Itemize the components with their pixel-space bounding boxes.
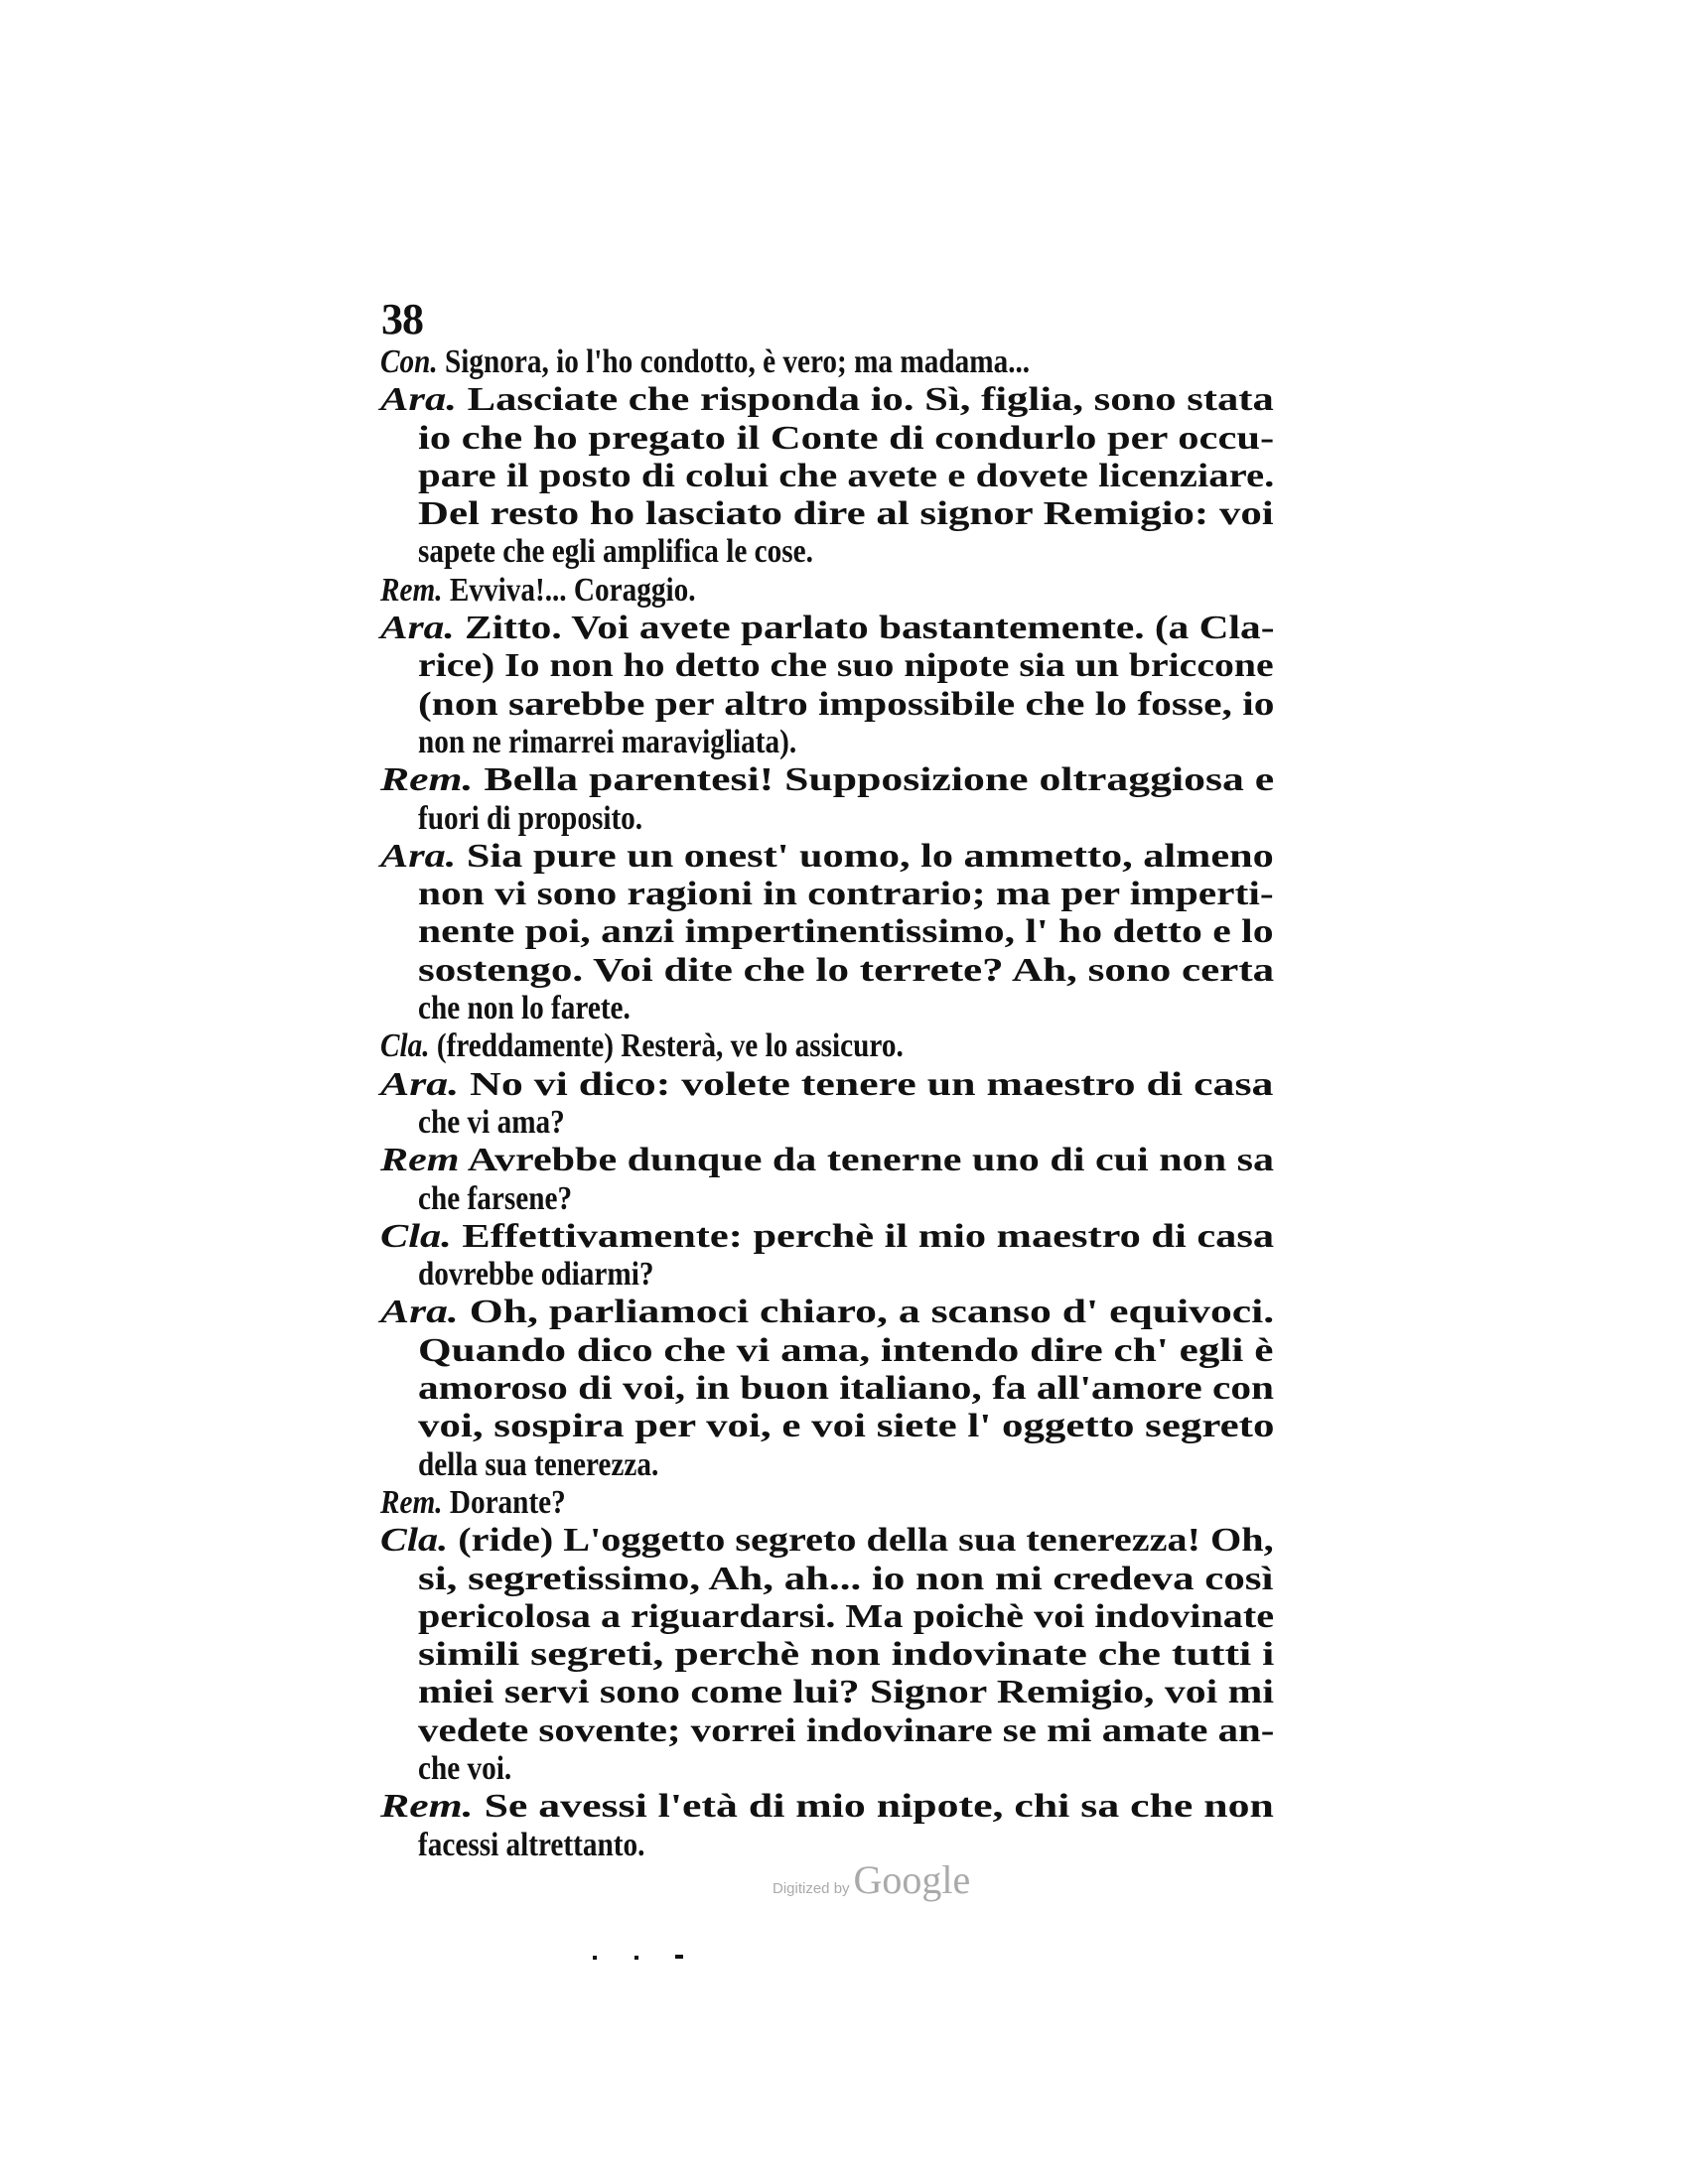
line-text: non vi sono ragioni in contrario; ma per imperti- — [418, 876, 1274, 913]
speech-first-line — [380, 610, 1274, 647]
speech — [380, 610, 1274, 761]
line-text: simili segreti, perchè non indovinate che tutti i — [418, 1636, 1275, 1674]
line-text: rice) Io non ho detto che suo nipote sia un briccone — [418, 647, 1274, 685]
speech-first-line — [380, 1027, 904, 1065]
line-text: (non sarebbe per altro impossibile che lo fosse, io — [418, 685, 1275, 723]
speech — [380, 1218, 1274, 1295]
speech-first-line — [380, 838, 1274, 876]
line-text: facessi altrettanto. — [418, 1826, 645, 1863]
line-text: Evviva!... Coraggio. — [449, 571, 696, 609]
speaker-label: Ara. — [380, 610, 455, 647]
speaker-label: Ara. — [380, 381, 457, 419]
line-text: Effettivamente: perchè il mio maestro di casa — [462, 1217, 1275, 1255]
line-text: fuori di proposito. — [418, 799, 643, 837]
line-text: nente poi, anzi impertinentissimo, l' ho detto e lo — [418, 913, 1274, 951]
speech-line — [418, 1256, 653, 1294]
line-text: che voi. — [418, 1749, 512, 1787]
line-text: No vi dico: volete tenere un maestro di casa — [470, 1065, 1274, 1103]
speaker-label: Cla. — [380, 1027, 430, 1065]
speech-line — [418, 1712, 1274, 1750]
speech — [380, 1484, 1274, 1522]
watermark-prefix: Digitized by — [773, 1880, 850, 1897]
speech — [380, 1522, 1274, 1788]
speech — [380, 1788, 1274, 1864]
speech-line — [418, 913, 1274, 951]
speech — [380, 761, 1274, 838]
speaker-label: Rem — [380, 1142, 460, 1179]
speech-first-line — [380, 1066, 1273, 1104]
speech-line — [418, 800, 642, 838]
speech-line — [418, 1561, 1273, 1598]
line-text: (ride) L'oggetto segreto della sua tenerezza! Oh, — [458, 1522, 1274, 1560]
speaker-label: Cla. — [380, 1217, 452, 1255]
speech-line — [418, 458, 1274, 495]
scan-speck — [634, 1956, 638, 1960]
speech — [380, 572, 1274, 610]
line-text: sapete che egli amplifica le cose. — [418, 533, 813, 571]
speech — [380, 1027, 1274, 1065]
line-text: vedete sovente; vorrei indovinare se mi amate an- — [418, 1711, 1275, 1749]
line-text: Bella parentesi! Supposizione oltraggiosa e — [484, 761, 1275, 799]
line-text: che vi ama? — [418, 1103, 565, 1141]
line-text: miei servi sono come lui? Signor Remigio, voi mi — [418, 1674, 1274, 1711]
speech-line — [418, 1674, 1274, 1711]
line-text: sostengo. Voi dite che lo terrete? Ah, sono certa — [418, 951, 1275, 989]
line-text: che non lo farete. — [418, 990, 631, 1027]
speech-line — [418, 420, 1274, 458]
speech-line — [418, 686, 1275, 724]
speech-line — [418, 1408, 1274, 1445]
speech-first-line — [380, 1142, 1274, 1179]
speech-first-line — [380, 572, 696, 610]
play-text — [380, 343, 1274, 1864]
speech-line — [418, 1104, 565, 1142]
speech-line — [418, 990, 631, 1027]
speech-line — [418, 1370, 1274, 1408]
line-text: pericolosa a riguardarsi. Ma poichè voi indovinate — [418, 1597, 1275, 1635]
speaker-label: Cla. — [380, 1522, 449, 1560]
speech-line — [418, 876, 1274, 913]
line-text: Quando dico che vi ama, intendo dire ch' egli è — [418, 1331, 1274, 1369]
speech-first-line — [380, 1294, 1274, 1331]
speech — [380, 381, 1274, 571]
speech-first-line — [380, 761, 1274, 799]
speaker-label: Rem. — [380, 761, 474, 799]
speech — [380, 343, 1274, 381]
line-text: dovrebbe odiarmi? — [418, 1256, 654, 1294]
speech-line — [418, 1750, 511, 1788]
speech-line — [418, 952, 1274, 990]
line-text: Signora, io l'ho condotto, è vero; ma madama... — [445, 343, 1031, 380]
line-text: pare il posto di colui che avete e dovete licenziare. — [418, 457, 1275, 494]
speaker-label: Rem. — [380, 1788, 474, 1826]
line-text: Se avessi l'età di mio nipote, chi sa che non — [484, 1788, 1274, 1826]
line-text: amoroso di voi, in buon italiano, fa all'amore con — [418, 1370, 1275, 1408]
speech — [380, 1142, 1274, 1218]
speech-line — [418, 1636, 1274, 1674]
google-watermark — [773, 1856, 970, 1903]
speech-first-line — [380, 343, 1030, 381]
page-number: 38 — [381, 295, 423, 343]
line-text: Sia pure un onest' uomo, lo ammetto, almeno — [466, 837, 1274, 875]
line-text: non ne rimarrei maravigliata). — [418, 723, 797, 760]
scan-speck — [593, 1956, 597, 1960]
speaker-label: Rem. — [380, 1483, 443, 1521]
watermark-brand: Google — [853, 1857, 971, 1902]
line-text: Lasciate che risponda io. Sì, figlia, sono stata — [467, 381, 1274, 419]
line-text: Zitto. Voi avete parlato bastantemente. (a Cla- — [465, 610, 1275, 647]
line-text: (freddamente) Resterà, ve lo assicuro. — [436, 1027, 904, 1065]
speech-first-line — [380, 1218, 1274, 1256]
speech-first-line — [380, 381, 1274, 419]
line-text: della sua tenerezza. — [418, 1445, 659, 1483]
speech-line — [418, 1332, 1273, 1370]
speaker-label: Ara. — [380, 1294, 459, 1331]
scan-speck — [675, 1955, 683, 1959]
speech-first-line — [380, 1522, 1274, 1560]
line-text: Oh, parliamoci chiaro, a scanso d' equivoci. — [469, 1294, 1275, 1331]
line-text: che farsene? — [418, 1179, 573, 1217]
speech-line — [418, 533, 813, 571]
line-text: Dorante? — [449, 1483, 566, 1521]
line-text: Avrebbe dunque da tenerne uno di cui non sa — [467, 1142, 1275, 1179]
speaker-label: Ara. — [380, 1065, 460, 1103]
speech — [380, 838, 1274, 1027]
speech-line — [418, 1446, 658, 1484]
speech-first-line — [380, 1484, 566, 1522]
speech — [380, 1066, 1274, 1143]
speech-first-line — [380, 1788, 1274, 1826]
speech-line — [418, 1598, 1274, 1636]
speaker-label: Rem. — [380, 571, 443, 609]
speech-line — [418, 724, 796, 761]
speech-line — [418, 647, 1274, 685]
speech — [380, 1294, 1274, 1483]
line-text: io che ho pregato il Conte di condurlo per occu- — [418, 419, 1275, 457]
speaker-label: Ara. — [380, 837, 457, 875]
speech-line — [418, 1827, 644, 1864]
speech-line — [418, 495, 1274, 533]
speech-line — [418, 1180, 572, 1218]
line-text: voi, sospira per voi, e voi siete l' oggetto segreto — [418, 1408, 1275, 1445]
speaker-label: Con. — [380, 343, 438, 380]
line-text: si, segretissimo, Ah, ah... io non mi credeva così — [418, 1560, 1274, 1597]
line-text: Del resto ho lasciato dire al signor Remigio: voi — [418, 495, 1274, 533]
